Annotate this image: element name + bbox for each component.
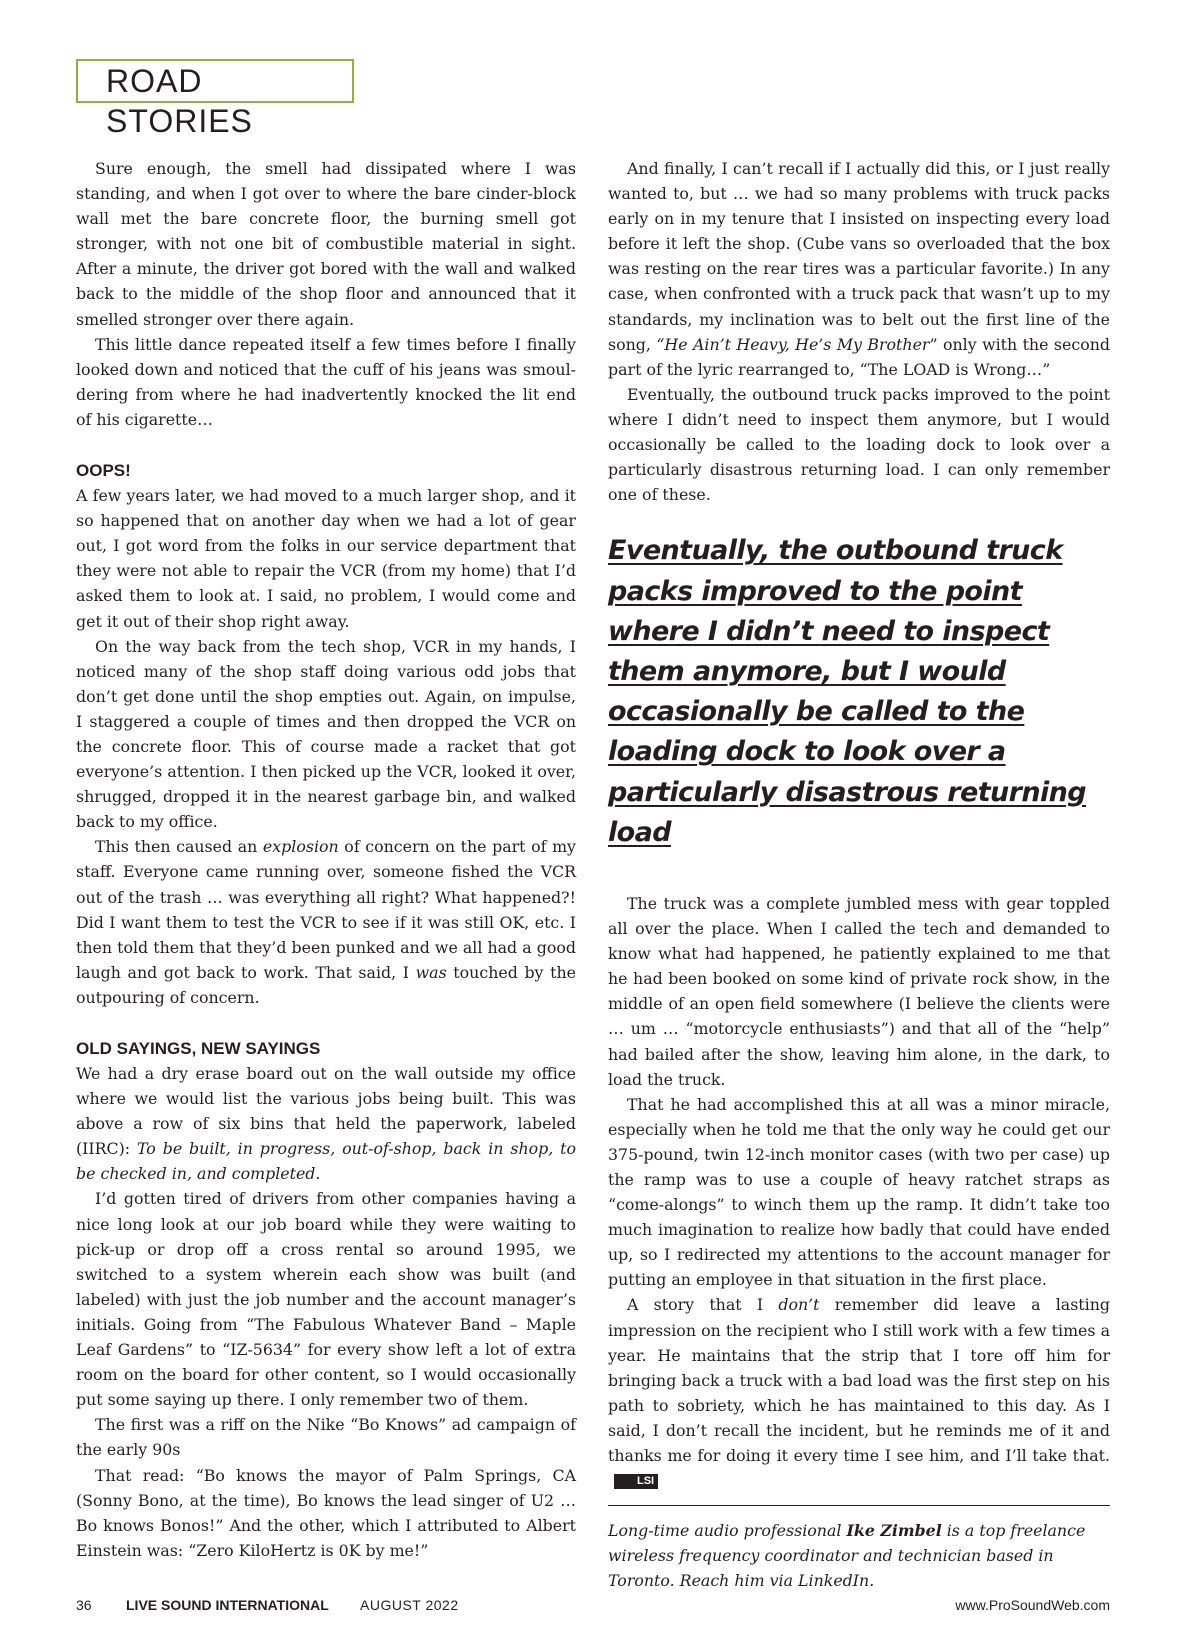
author-bio: Long-time audio professional Ike Zimbel is a top freelance wireless frequency coordinator and technician based in Toronto. Reach him via LinkedIn. — [608, 1521, 1086, 1591]
subheading-old-sayings: OLD SAYINGS, NEW SAYINGS — [76, 1039, 321, 1058]
right-column — [608, 156, 1110, 1593]
website-link[interactable]: www.ProSoundWeb.com — [955, 1597, 1110, 1613]
paragraph: The first was a riff on the Nike “Bo Knows” ad campaign of the early 90s — [76, 1415, 576, 1460]
magazine-name: LIVE SOUND INTERNATIONAL — [126, 1597, 329, 1613]
paragraph: Sure enough, the smell had dissipated where I was standing, and when I got over to where the bare cinder-block wall met the bare concrete floor, the burning smell got stronger, with not one bit of combustible material in sight. After a minute, the driver got bored with the wall and walked back to the middle of the shop floor and announced that it smelled stronger over there again. — [76, 159, 576, 329]
divider — [608, 1505, 1110, 1506]
paragraph: I’d gotten tired of drivers from other companies having a nice long look at our job board while they were waiting to pick-up or drop off a cross rental so around 1995, we switched to a system wherein each show was built (and labeled) with just the job number and the account manager’s initials. Going from “The Fabulous Whatever Band – Maple Leaf Gardens” to “IZ-5634” for every show left a lot of extra room on the board for other content, so I would occasionally put some saying up there. I only remember two of them. — [76, 1189, 576, 1410]
paragraph: That he had accomplished this at all was a minor miracle, especially when he told me that the only way he could get our 375-pound, twin 12-inch monitor cases (with two per case) up the ramp was to use a couple of heavy ratchet straps as “come-alongs” to winch them up the ramp. It didn’t take too much imagination to realize how badly that could have ended up, so I redirected my attentions to the account manager for putting an employee in that situation in the first place. — [608, 1094, 1110, 1290]
page-footer — [76, 1597, 1110, 1617]
paragraph: That read: “Bo knows the mayor of Palm Springs, CA (Sonny Bono, at the time), Bo knows the lead singer of U2 … Bo knows Bonos!” And the other, which I attributed to Albert Einstein was: “Zero KiloHertz is 0K by me!” — [76, 1465, 576, 1560]
paragraph: The truck was a complete jumbled mess with gear toppled all over the place. When I called the tech and demanded to know what had happened, he patiently explained to me that he had been booked on some kind of private rock show, in the middle of an open field somewhere (I believe the clients were … um … “motorcycle enthusiasts”) and that all of the “help” had bailed after the show, leaving him alone, in the dark, to load the truck. — [608, 893, 1110, 1089]
section-title: ROAD STORIES — [76, 59, 354, 103]
subheading-oops: OOPS! — [76, 461, 131, 481]
pull-quote: Eventually, the outbound truck packs improved to the point where I didn’t need to inspect them anymore, but I would occasionally be called to the loading dock to look over a particularly disastrous returning load — [608, 535, 1086, 848]
paragraph: A few years later, we had moved to a much larger shop, and it so happened that on another day when we had a lot of gear out, I got word from the folks in our service department that they were not able to repair the VCR (from my home) that I’d asked them to look at. I said, no problem, I would come and get it out of their shop right away. — [76, 486, 576, 631]
paragraph: On the way back from the tech shop, VCR in my hands, I noticed many of the shop staff doing various odd jobs that don’t get done until the shop empties out. Again, on impulse, I staggered a couple of times and then dropped the VCR on the concrete floor. This of course made a racket that got everyone’s attention. I then picked up the VCR, looked it over, shrugged, dropped it in the nearest garbage bin, and walked back to my office. — [76, 636, 576, 832]
paragraph: This little dance repeated itself a few times before I finally looked down and noticed that the cuff of his jeans was smoul-dering from where he had inadvertently knocked the lit end of his cigarette… — [76, 334, 576, 429]
paragraph: Eventually, the outbound truck packs improved to the point where I didn’t need to inspect them anymore, but I would occasionally be called to the loading dock to look over a particularly disastrous returning load. I can only remember one of these. — [608, 384, 1110, 505]
paragraph: And finally, I can’t recall if I actually did this, or I just really wanted to, but … we had so many problems with truck packs early on in my tenure that I insisted on inspecting every load before it left the shop. (Cube vans so overloaded that the box was resting on the rear tires was a particular favorite.) In any case, when confronted with a truck pack that wasn’t up to my standards, my inclination was to belt out the first line of the song, “He Ain’t Heavy, He’s My Brother” only with the second part of the lyric rearranged to, “The LOAD is Wrong…” — [608, 159, 1110, 379]
paragraph: We had a dry erase board out on the wall outside my office where we would list the various jobs being built. This was above a row of six bins that held the paperwork, labeled (IIRC): To be built, in progress, out-of-shop, back in shop, to be checked in, and completed. — [76, 1064, 576, 1184]
paragraph: This then caused an explosion of concern on the part of my staff. Everyone came running over, someone fished the VCR out of the trash … was everything all right? What happened?! Did I want them to test the VCR to see if it was still OK, etc. I then told them that they’d been punked and we all had a good laugh and got back to work. That said, I was touched by the outpouring of concern. — [76, 837, 576, 1007]
page-number: 36 — [76, 1597, 92, 1613]
end-mark-badge: LSI — [614, 1474, 658, 1489]
paragraph: A story that I don’t remember did leave a lasting impression on the recipient who I still work with a few times a year. He maintains that the strip that I tore off him for bringing back a truck with a bad load was the first step on his path to sobriety, which he has maintained to this day. As I said, I don’t recall the incident, but he reminds me of it and thanks me for doing it every time I see him, and I’ll take that.LSI — [608, 1295, 1110, 1488]
issue-date: AUGUST 2022 — [360, 1597, 459, 1613]
author-name: Ike Zimbel — [846, 1521, 942, 1541]
left-column — [76, 156, 576, 1563]
